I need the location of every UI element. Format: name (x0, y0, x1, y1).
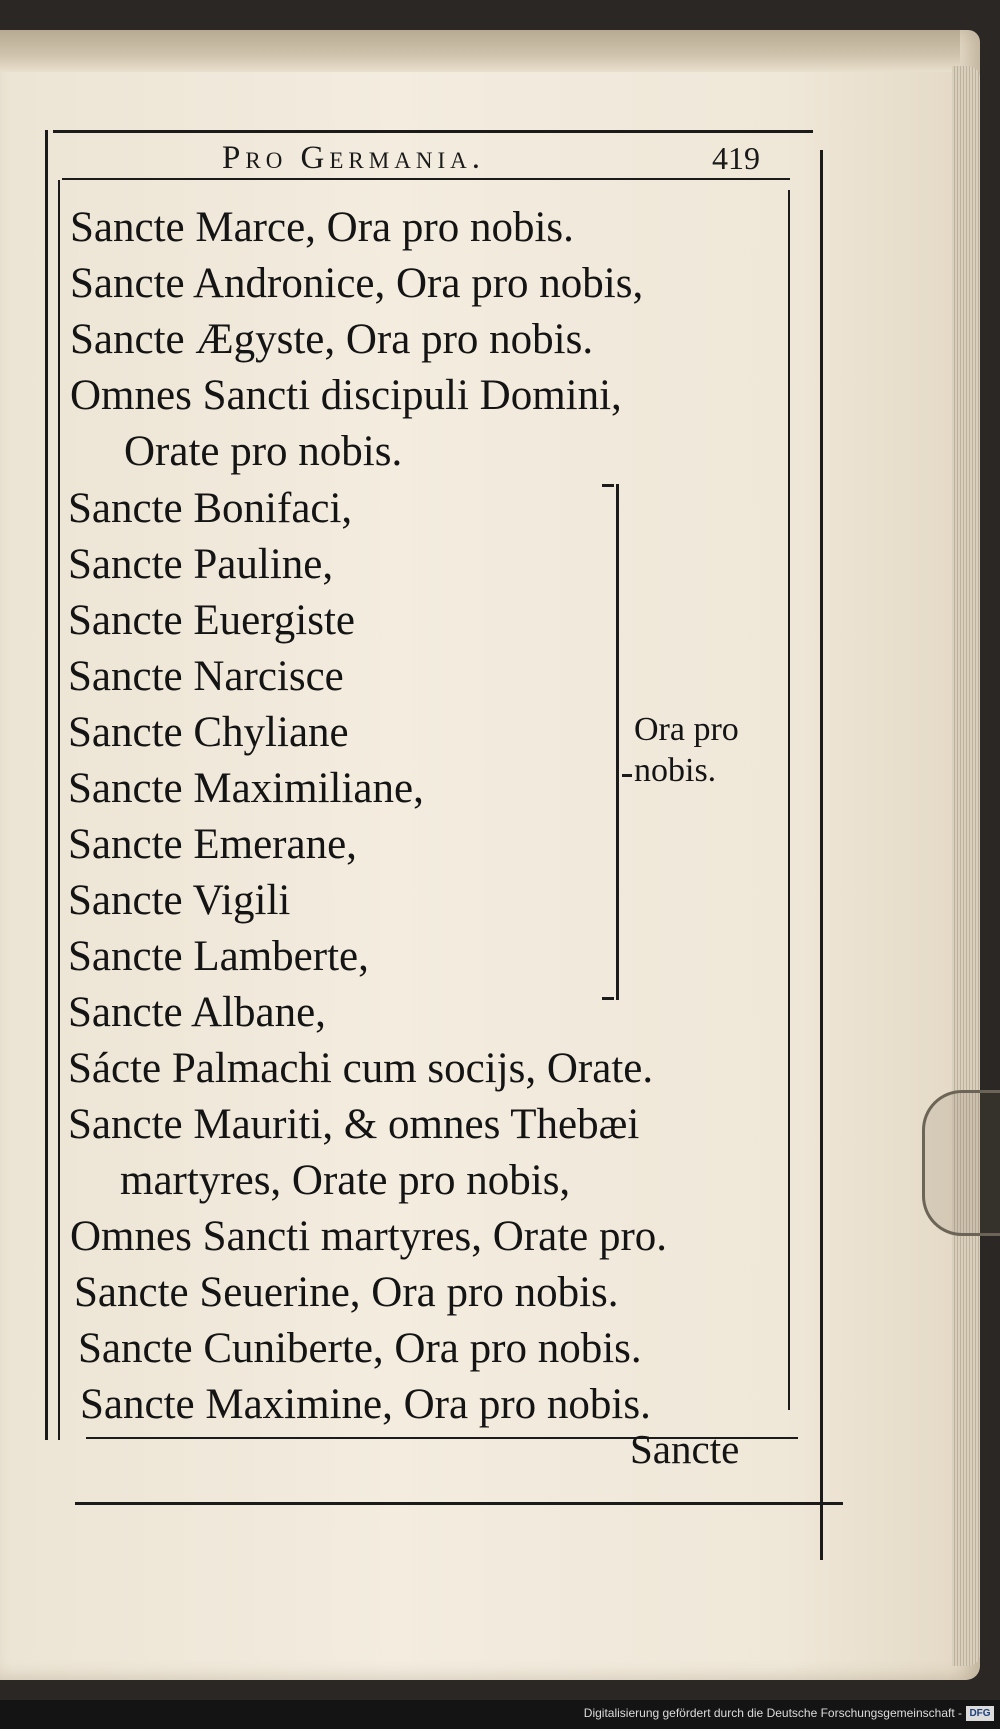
text-line: Sancte Cuniberte, Ora pro nobis. (78, 1325, 642, 1372)
text-line: Sancte Marce, Ora pro nobis. (70, 204, 574, 251)
text-line: Sácte Palmachi cum socijs, Orate. (68, 1045, 654, 1092)
text-line: martyres, Orate pro nobis, (120, 1157, 571, 1204)
text-line: Sancte Chyliane (68, 709, 349, 756)
bracket-label-line2: nobis. (634, 751, 717, 789)
text-line: Sancte Bonifaci, (68, 485, 353, 532)
text-line: Sancte Albane, (68, 989, 326, 1036)
running-head: Pro Germania. (222, 140, 485, 176)
bracket-top-tick (602, 484, 614, 487)
text-line: Sancte Maximine, Ora pro nobis. (80, 1381, 651, 1428)
page-number: 419 (712, 140, 760, 176)
dfg-logo: DFG (966, 1706, 994, 1721)
text-line: Sancte Emerane, (68, 821, 357, 868)
text-line: Sancte Ægyste, Ora pro nobis. (70, 316, 594, 363)
text-line: Sancte Seuerine, Ora pro nobis. (74, 1269, 619, 1316)
text-line: Sancte Euergiste (68, 597, 355, 644)
text-line: Sancte Pauline, (68, 541, 334, 588)
brace-bracket (610, 484, 619, 1000)
bracket-label-line1: Ora pro (634, 711, 739, 748)
text-line: Omnes Sancti martyres, Orate pro. (70, 1213, 668, 1260)
bracket-bottom-tick (602, 997, 614, 1000)
text-line: Omnes Sancti discipuli Domini, (70, 372, 622, 419)
bracket-label (634, 710, 739, 792)
text-line: Sancte Maximiliane, (68, 765, 424, 812)
book-clasp (922, 1090, 1000, 1236)
bracket-point (622, 774, 632, 777)
text-line: Orate pro nobis. (124, 428, 403, 475)
page-top-edge (0, 30, 960, 72)
text-line: Sancte Vigili (68, 877, 291, 924)
text-line: Sancte Mauriti, & omnes Thebæi (68, 1101, 640, 1148)
catchword: Sancte (630, 1426, 740, 1472)
text-line: Sancte Andronice, Ora pro nobis, (70, 260, 644, 307)
page-fore-edge (952, 66, 980, 1666)
text-line: Sancte Narcisce (68, 653, 344, 700)
digitization-credit: Digitalisierung gefördert durch die Deutsche Forschungsgemeinschaft - (583, 1706, 962, 1720)
text-line: Sancte Lamberte, (68, 933, 369, 980)
